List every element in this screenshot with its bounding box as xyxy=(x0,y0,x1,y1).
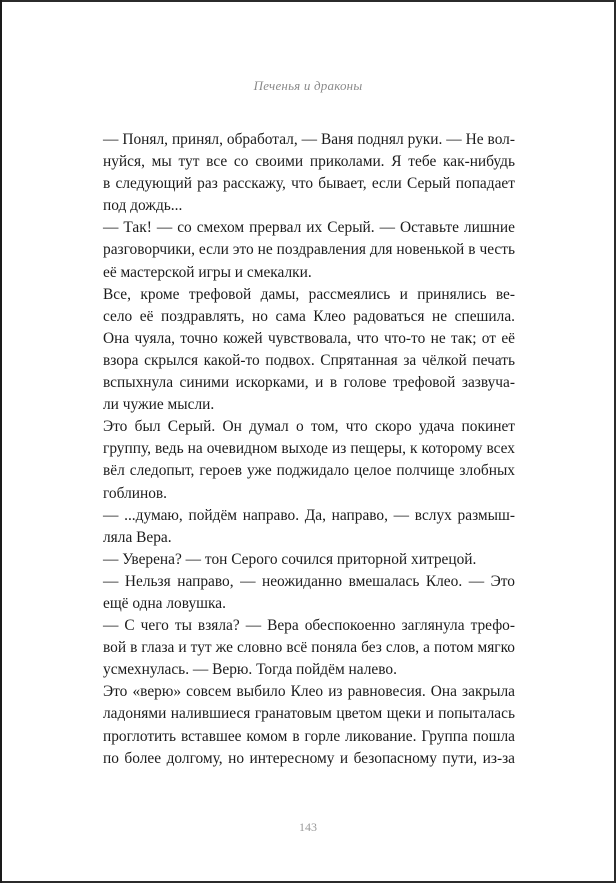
paragraph xyxy=(85,571,515,615)
text-line: — ...думаю, пойдём направо. Да, направо, — вслух размыш- xyxy=(103,506,515,524)
paragraph xyxy=(85,416,515,504)
text-line: группу, ведь на очевидном выходе из пещеры, к которому всех xyxy=(103,440,515,458)
text-line: Все, кроме трефовой дамы, рассмеялись и принялись ве- xyxy=(103,285,515,303)
text-line: по более долгому, но интересному и безопасному пути, из-за xyxy=(103,749,515,767)
text-line: взора скрылся какой-то подвох. Спрятанная за чёлкой печать xyxy=(103,351,515,369)
text-line: ли чужие мысли. xyxy=(103,396,215,414)
text-line: — Понял, принял, обработал, — Ваня поднял руки. — Не вол- xyxy=(103,131,515,148)
text-line: вёл следопыт, героев уже поджидало целое полчище злобных xyxy=(103,462,515,480)
body-text xyxy=(85,129,515,770)
text-line: Это «верю» совсем выбило Клео из равновесия. Она закрыла xyxy=(103,683,515,701)
text-line: в следующий раз расскажу, что бывает, если Серый попадает xyxy=(103,175,515,193)
paragraph xyxy=(85,615,515,681)
text-line: нуйся, мы тут все со своими приколами. Я тебе как-нибудь xyxy=(103,153,515,171)
text-line: Это был Серый. Он думал о том, что скоро удача покинет xyxy=(103,418,515,436)
text-line: вспыхнула синими искорками, и в голове трефовой зазвуча- xyxy=(103,374,515,392)
paragraph xyxy=(85,505,515,549)
book-page xyxy=(2,2,614,881)
text-line: ляла Вера. xyxy=(103,528,172,546)
paragraph xyxy=(85,217,515,283)
text-line: — Уверена? — тон Серого сочился приторной хитрецой. xyxy=(103,550,477,568)
text-line: разговорчики, если это не поздравления для новенькой в честь xyxy=(103,241,515,259)
text-line: под дождь... xyxy=(103,197,183,215)
paragraph xyxy=(85,681,515,769)
paragraph xyxy=(85,284,515,417)
running-head: Печенья и драконы xyxy=(253,78,363,93)
text-line: ладонями налившиеся гранатовым цветом щеки и попыталась xyxy=(103,705,515,723)
text-line: вой в глаза и тут же словно всё поняла без слов, а потом мягко xyxy=(103,639,515,657)
page-number: 143 xyxy=(299,820,317,834)
text-line: проглотить вставшее комом в горле ликование. Группа пошла xyxy=(103,727,515,745)
text-line: её мастерской игры и смекалки. xyxy=(103,263,312,281)
paragraph xyxy=(85,549,515,571)
text-line: ещё одна ловушка. xyxy=(103,594,226,612)
text-line: Она чуяла, точно кожей чувствовала, что что-то не так; от её xyxy=(103,329,515,347)
text-line: гоблинов. xyxy=(103,484,168,502)
text-line: усмехнулась. — Верю. Тогда пойдём налево. xyxy=(103,661,397,679)
text-line: — Нельзя направо, — неожиданно вмешалась Клео. — Это xyxy=(103,572,515,590)
paragraph xyxy=(85,129,515,217)
text-line: село её поздравлять, но сама Клео радоваться не спешила. xyxy=(103,307,515,325)
text-line: — С чего ты взяла? — Вера обеспокоенно заглянула трефо- xyxy=(103,617,515,635)
text-line: — Так! — со смехом прервал их Серый. — Оставьте лишние xyxy=(103,219,515,237)
